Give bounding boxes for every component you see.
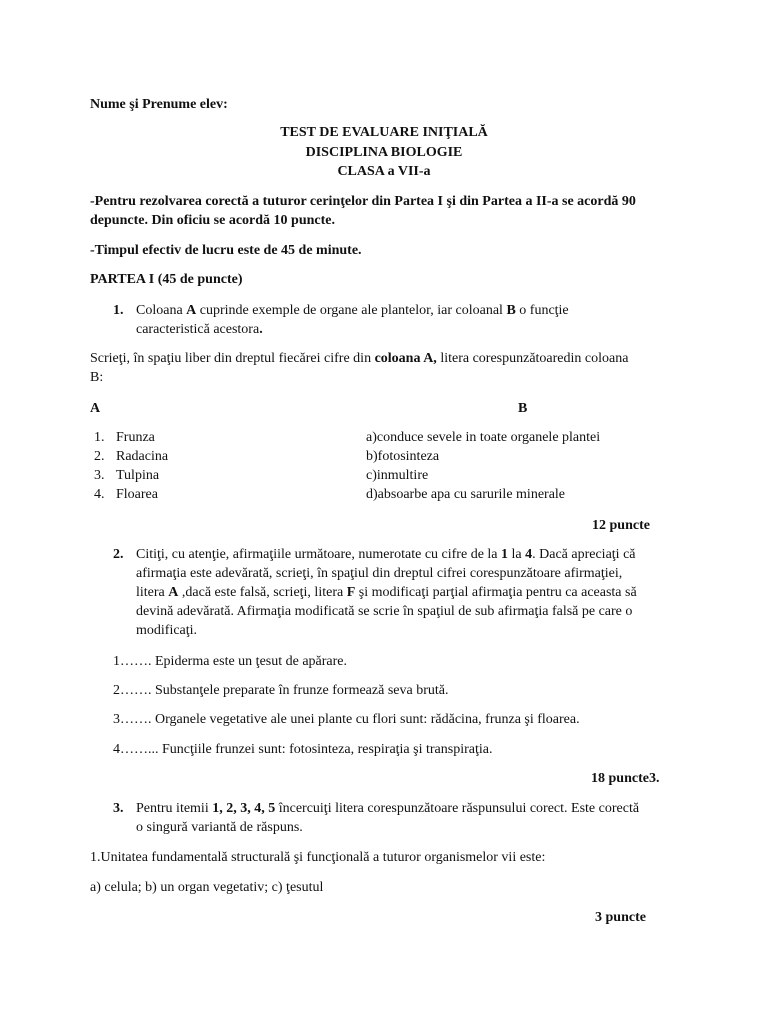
q3-item1-options: a) celula; b) un organ vegetativ; c) ţesutul: [90, 880, 324, 895]
col-a-text: Floarea: [116, 487, 158, 502]
q3-item1-question: 1.Unitatea fundamentală structurală şi funcţională a tuturor organismelor vii este:: [90, 850, 546, 865]
q3-items: 1, 2, 3, 4, 5: [212, 801, 276, 816]
q2-points: 18 puncte3.: [591, 771, 660, 786]
q3-text-line2: o singură variantă de răspuns.: [136, 820, 303, 835]
q1-text-part: o funcţie: [515, 303, 569, 318]
q2-range-end: 4: [525, 547, 533, 562]
list-item: c)inmultire: [366, 468, 429, 483]
q2-text-part: Citiţi, cu atenţie, afirmaţiile următoare, numerotate cu cifre de la: [136, 547, 502, 562]
q2-text-part: la: [508, 547, 526, 562]
time-instruction: -Timpul efectiv de lucru este de 45 de minute.: [90, 243, 362, 258]
q1-col-a-ref: A: [186, 303, 197, 318]
q1-points: 12 puncte: [592, 518, 650, 533]
q2-number: 2.: [113, 547, 124, 562]
col-b-header: B: [518, 401, 528, 416]
col-a-num: 2.: [94, 449, 105, 464]
q1-text-part: Coloana: [136, 303, 187, 318]
col-a-num: 1.: [94, 430, 105, 445]
instructions-line1: -Pentru rezolvarea corectă a tuturor cerinţelor din Partea I şi din Partea a II-a se acordă 90: [90, 194, 636, 209]
q1-instruction-line1: [90, 349, 628, 368]
col-a-text: Tulpina: [116, 468, 160, 483]
q2-statement: 3……. Organele vegetative ale unei plante cu flori sunt: rădăcina, frunza şi floarea.: [113, 712, 580, 727]
q2-text-part: litera: [136, 585, 169, 600]
q2-range-start: 1: [501, 547, 509, 562]
q1-instruction-bold: coloana A,: [374, 351, 437, 366]
q3-text-line1: [136, 799, 639, 818]
q1-text-part: caracteristică acestora: [136, 322, 260, 337]
discipline-title: DISCIPLINA BIOLOGIE: [305, 145, 463, 160]
q1-text-line1: [136, 301, 569, 320]
q1-number: 1.: [113, 303, 124, 318]
part1-title: PARTEA I (45 de puncte): [90, 272, 243, 287]
class-title: CLASA a VII-a: [337, 164, 431, 179]
col-a-list: [94, 428, 168, 504]
col-a-text: Radacina: [116, 449, 169, 464]
col-a-header: A: [90, 401, 101, 416]
q2-text-line1: [136, 545, 636, 564]
col-a-num: 4.: [94, 487, 105, 502]
q2-text-line2: afirmaţia este adevărată, scrieţi, în spaţiul din dreptul cifrei corespunzătoare afirmaţiei,: [136, 566, 623, 581]
q2-text-line5: modificaţi.: [136, 623, 198, 638]
q2-text-part: şi modificaţi parţial afirmaţia pentru ca aceasta să: [355, 585, 637, 600]
q1-text-line2: [136, 320, 263, 339]
col-b-list: [366, 428, 600, 504]
q1-col-b-ref: B: [506, 303, 516, 318]
q1-text-dot: .: [259, 322, 263, 337]
q2-text-part: ,dacă este falsă, scrieţi, litera: [178, 585, 347, 600]
q1-instruction-part: Scrieţi, în spaţiu liber din dreptul fiecărei cifre din: [90, 351, 375, 366]
list-item: a)conduce sevele in toate organele plantei: [366, 430, 601, 445]
q2-text-part: . Dacă apreciaţi că: [532, 547, 636, 562]
list-item: [94, 428, 168, 447]
list-item: [94, 466, 168, 485]
q2-text-line3: [136, 583, 637, 602]
q2-letter-a: A: [168, 585, 179, 600]
q1-instruction-line2: B:: [90, 370, 104, 385]
q1-text-part: cuprinde exemple de organe ale plantelor, iar coloanal: [196, 303, 507, 318]
q2-letter-f: F: [346, 585, 356, 600]
instructions-line2: depuncte. Din oficiu se acordă 10 puncte.: [90, 213, 335, 228]
q3-number: 3.: [113, 801, 124, 816]
q2-text-line4: devină adevărată. Afirmaţia modificată se scrie în spaţiul de sub afirmaţia falsă pe care o: [136, 604, 633, 619]
student-name-label: Nume şi Prenume elev:: [90, 97, 228, 112]
q1-instruction-part: litera corespunzătoaredin coloana: [436, 351, 629, 366]
list-item: d)absoarbe apa cu sarurile minerale: [366, 487, 566, 502]
list-item: b)fotosinteza: [366, 449, 440, 464]
list-item: [94, 447, 168, 466]
q2-statement: 4……... Funcţiile frunzei sunt: fotosinteza, respiraţia şi transpiraţia.: [113, 742, 493, 757]
q3-points: 3 puncte: [595, 910, 646, 925]
col-a-num: 3.: [94, 468, 105, 483]
q3-text-part: încercuiţi litera corespunzătoare răspunsului corect. Este corectă: [275, 801, 640, 816]
test-title: TEST DE EVALUARE INIŢIALĂ: [280, 125, 488, 140]
q2-statement: 2……. Substanţele preparate în frunze formează seva brută.: [113, 683, 449, 698]
list-item: [94, 485, 168, 504]
col-a-text: Frunza: [116, 430, 155, 445]
q2-statement: 1……. Epiderma este un ţesut de apărare.: [113, 654, 348, 669]
q3-text-part: Pentru itemii: [136, 801, 213, 816]
